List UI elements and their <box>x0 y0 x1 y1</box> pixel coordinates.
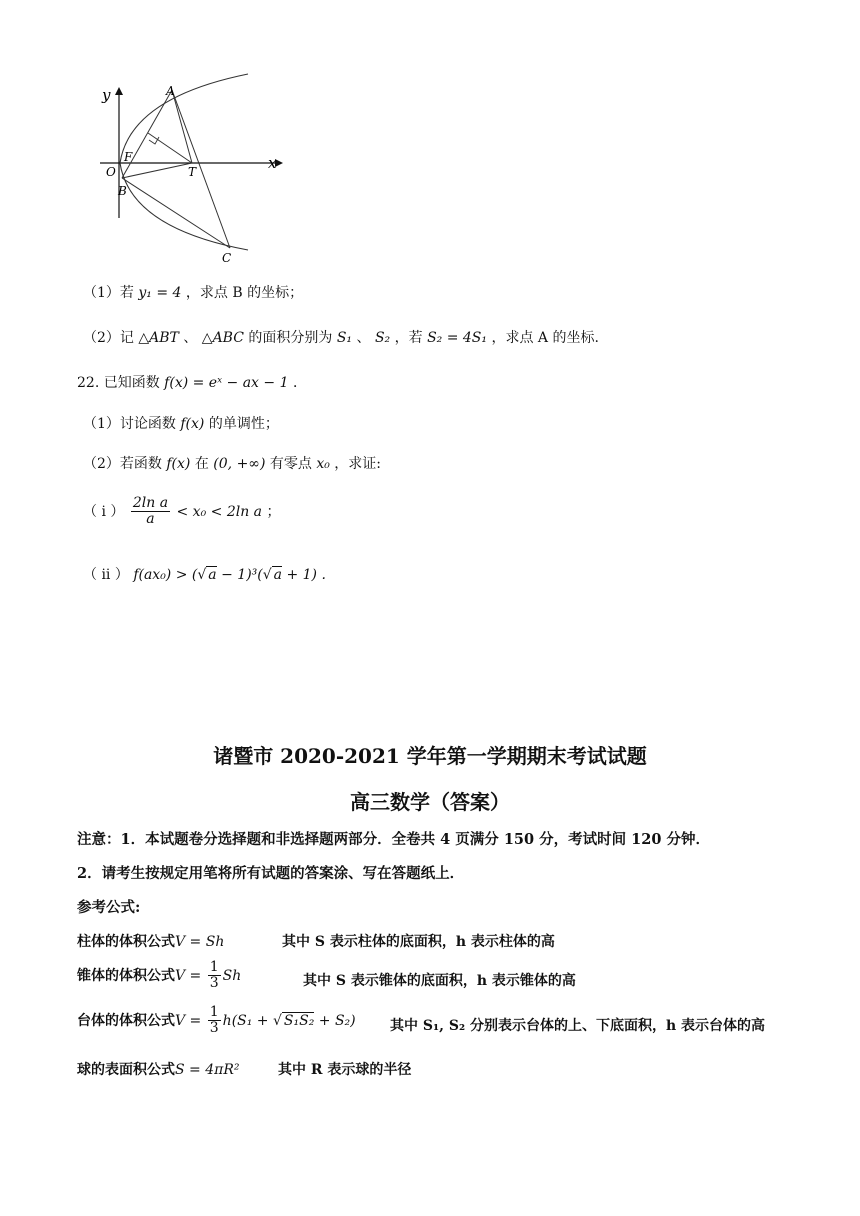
formula-sphere <box>77 1059 239 1079</box>
segment-AB <box>122 90 172 178</box>
q21-p2-separator-2: 、 <box>356 330 375 346</box>
q21-p2-triangle-abt: △ABT <box>138 330 179 346</box>
q22-ii-end: + 1) . <box>282 567 326 583</box>
frustum-description: 其中 S₁, S₂ 分别表示台体的上、下底面积，h 表示台体的高 <box>390 1018 766 1034</box>
q22-ii-label: （ ii ） <box>83 567 129 583</box>
q22-p1-prefix: （1）讨论函数 <box>83 416 176 432</box>
pyramid-description: 其中 S 表示锥体的底面积，h 表示锥体的高 <box>303 973 576 989</box>
point-A-label: A <box>166 84 175 98</box>
formula-pyramid <box>77 960 241 992</box>
right-angle-mark <box>149 137 159 144</box>
q22-p2-zero: 有零点 <box>269 456 312 472</box>
q22-function: f(x) = eˣ − ax − 1 <box>164 375 289 391</box>
q22-i-label: （ i ） <box>83 503 125 520</box>
q22-p2-interval: (0, +∞) <box>213 456 266 472</box>
point-B-label: B <box>118 184 127 198</box>
parabola-figure <box>70 68 310 268</box>
q22-p2-prefix: （2）若函数 <box>83 456 162 472</box>
q22-p2-function: f(x) <box>166 456 191 472</box>
q22-part1 <box>83 413 279 433</box>
formula-heading: 参考公式: <box>77 899 141 916</box>
pyramid-numerator: 1 <box>209 959 219 975</box>
x-axis-label: x <box>268 154 277 172</box>
sphere-label: 球的表面积公式 <box>77 1062 175 1078</box>
q22-ii-middle: − 1)³( <box>216 567 263 583</box>
prism-description: 其中 S 表示柱体的底面积，h 表示柱体的高 <box>282 934 555 950</box>
segment-AC <box>172 90 230 248</box>
answer-subtitle: 高三数学（答案） <box>350 790 510 814</box>
q22-ii-sqrt-a-2: a <box>273 567 283 583</box>
formula-frustum: 台体的体积公式V = $\frac{1}{3}$ h(S₁ + √ S₁S₂ + S₂) <box>77 1004 356 1037</box>
q21-p2-triangle-abc: △ABC <box>201 330 244 346</box>
y-axis-label: y <box>102 86 111 104</box>
segment-AT <box>172 90 192 163</box>
q21-part2 <box>83 327 599 347</box>
q22-p2-in: 在 <box>194 456 209 472</box>
segment-BT <box>122 163 192 178</box>
frustum-label: 台体的体积公式 <box>77 1012 175 1029</box>
formula-prism <box>77 931 224 951</box>
q22-i-inequality: < x₀ < 2ln a <box>176 503 263 520</box>
q21-p2-s1: S₁ <box>336 330 353 346</box>
q22-i-end: ； <box>266 503 281 520</box>
frustum-end: + S₂) <box>314 1012 356 1029</box>
frustum-numerator: 1 <box>209 1004 219 1020</box>
q21-p1-prefix: （1）若 <box>83 285 134 301</box>
q21-p2-s2: S₂ <box>374 330 391 346</box>
prism-label: 柱体的体积公式 <box>77 934 175 950</box>
q22-part2 <box>83 453 381 473</box>
q21-p2-prefix: （2）记 <box>83 330 134 346</box>
pyramid-rhs: Sh <box>222 967 242 984</box>
q22-p2-suffix: ，求证: <box>334 456 382 472</box>
frustum-fraction <box>208 1005 221 1037</box>
parabola-curve <box>120 74 248 250</box>
q21-p2-if: ，若 <box>394 330 428 346</box>
q21-p1-suffix: ，求点 B 的坐标； <box>185 285 304 301</box>
q22-stem <box>77 372 307 392</box>
pyramid-lhs: V = <box>175 967 202 984</box>
q22-i-denominator: a <box>146 511 155 528</box>
point-F-label: F <box>124 150 133 164</box>
y-axis-arrow <box>115 87 123 95</box>
point-C-label: C <box>222 251 232 265</box>
q21-p2-separator: 、 <box>183 330 202 346</box>
point-T-label: T <box>188 165 197 179</box>
frustum-lhs: V = <box>175 1012 202 1029</box>
q22-ii-sqrt-a: a <box>208 567 217 583</box>
answer-title: 诸暨市 2020-2021 学年第一学期期末考试试题 <box>213 744 647 768</box>
q22-sub-i <box>83 496 280 528</box>
q21-p1-condition: y₁ = 4 <box>138 285 182 301</box>
q21-p2-suffix: ，求点 A 的坐标. <box>491 330 599 346</box>
note-1: 注意：1．本试题卷分选择题和非选择题两部分．全卷共 4 页满分 150 分，考试时间 120 分钟． <box>77 831 710 848</box>
parabola-diagram <box>70 68 310 268</box>
origin-label: O <box>106 165 116 179</box>
frustum-sqrt: S₁S₂ <box>283 1012 315 1029</box>
q21-p2-middle-text: 的面积分别为 <box>248 330 333 346</box>
q22-stem-suffix: ． <box>292 375 307 391</box>
note-2: 2．请考生按规定用笔将所有试题的答案涂、写在答题纸上． <box>77 865 465 882</box>
pyramid-denominator: 3 <box>209 975 219 992</box>
frustum-h: h(S₁ + <box>222 1012 273 1029</box>
prism-formula: V = Sh <box>175 934 225 950</box>
q21-p2-condition: S₂ = 4S₁ <box>427 330 488 346</box>
sphere-formula: S = 4πR² <box>175 1062 240 1078</box>
q22-p2-x0: x₀ <box>316 456 330 472</box>
pyramid-label: 锥体的体积公式 <box>77 967 175 984</box>
q22-i-fraction <box>131 496 170 528</box>
pyramid-fraction <box>208 960 221 992</box>
q22-i-numerator: 2ln a <box>132 495 169 511</box>
frustum-denominator: 3 <box>209 1020 219 1037</box>
q22-stem-prefix: 22. 已知函数 <box>77 375 160 391</box>
segment-BC <box>122 178 230 248</box>
q22-p1-function: f(x) <box>180 416 205 432</box>
q21-part1 <box>83 282 303 302</box>
sphere-description: 其中 R 表示球的半径 <box>278 1062 412 1078</box>
q22-ii-lhs: f(ax₀) > ( <box>133 567 198 583</box>
q22-sub-ii: （ ii ） f(ax₀) > (√ a − 1)³(√ a + 1) . <box>83 567 326 583</box>
q22-p1-suffix: 的单调性； <box>208 416 279 432</box>
